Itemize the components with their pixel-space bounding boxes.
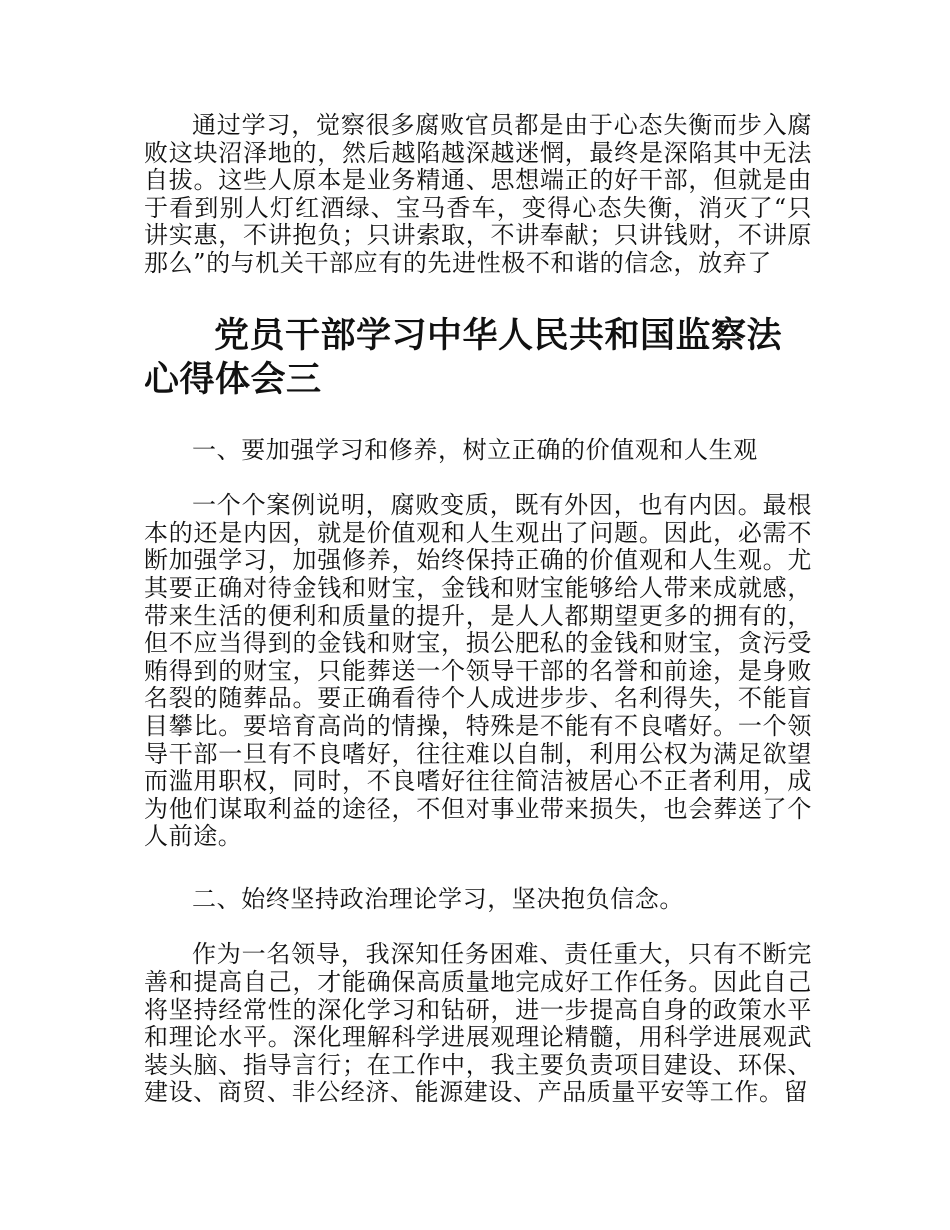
document-title: 党员干部学习中华人民共和国监察法心得体会三 bbox=[144, 315, 783, 400]
section-1-heading: 一、要加强学习和修养，树立正确的价值观和人生观 bbox=[192, 435, 758, 464]
section-1-paragraph: 一个个案例说明，腐败变质，既有外因，也有内因。最根本的还是内因，就是价值观和人生观出了问题。因此，必需不断加强学习，加强修养，始终保持正确的价值观和人生观。尤其要正确对待金钱和财宝，金钱和财宝能够给人带来成就感，带来生活的便利和质量的提升，是人人都期望更多的拥有的，但不应当得到的金钱和财宝，损公肥私的金钱和财宝，贪污受贿得到的财宝，只能葬送一个领导干部的名誉和前途，是身败名裂的随葬品。要正确看待个人成进步步、名利得失，不能盲目攀比。要培育高尚的情操，特殊是不能有不良嗜好。一个领导干部一旦有不良嗜好，往往难以自制，利用公权为满足欲望而滥用职权，同时，不良嗜好往往简洁被居心不正者利用，成为他们谋取利益的途径，不但对事业带来损失，也会葬送了个人前途。 bbox=[144, 491, 812, 851]
intro-paragraph: 通过学习，觉察很多腐败官员都是由于心态失衡而步入腐败这块沼泽地的，然后越陷越深越迷惘，最终是深陷其中无法自拔。这些人原本是业务精通、思想端正的好干部，但就是由于看到别人灯红酒绿、宝马香车，变得心态失衡，消灭了“只讲实惠，不讲抱负；只讲索取，不讲奉献；只讲钱财，不讲原那么”的与机关干部应有的先进性极不和谐的信念，放弃了 bbox=[144, 111, 812, 277]
document-page bbox=[144, 112, 812, 1107]
section-2-paragraph: 作为一名领导，我深知任务困难、责任重大，只有不断完善和提高自己，才能确保高质量地完成好工作任务。因此自己将坚持经常性的深化学习和钻研，进一步提高自身的政策水平和理论水平。深化理解科学进展观理论精髓，用科学进展观武装头脑、指导言行；在工作中，我主要负责项目建设、环保、建设、商贸、非公经济、能源建设、产品质量平安等工作。留 bbox=[144, 940, 812, 1107]
section-2-heading: 二、始终坚持政治理论学习，坚决抱负信念。 bbox=[192, 884, 684, 913]
